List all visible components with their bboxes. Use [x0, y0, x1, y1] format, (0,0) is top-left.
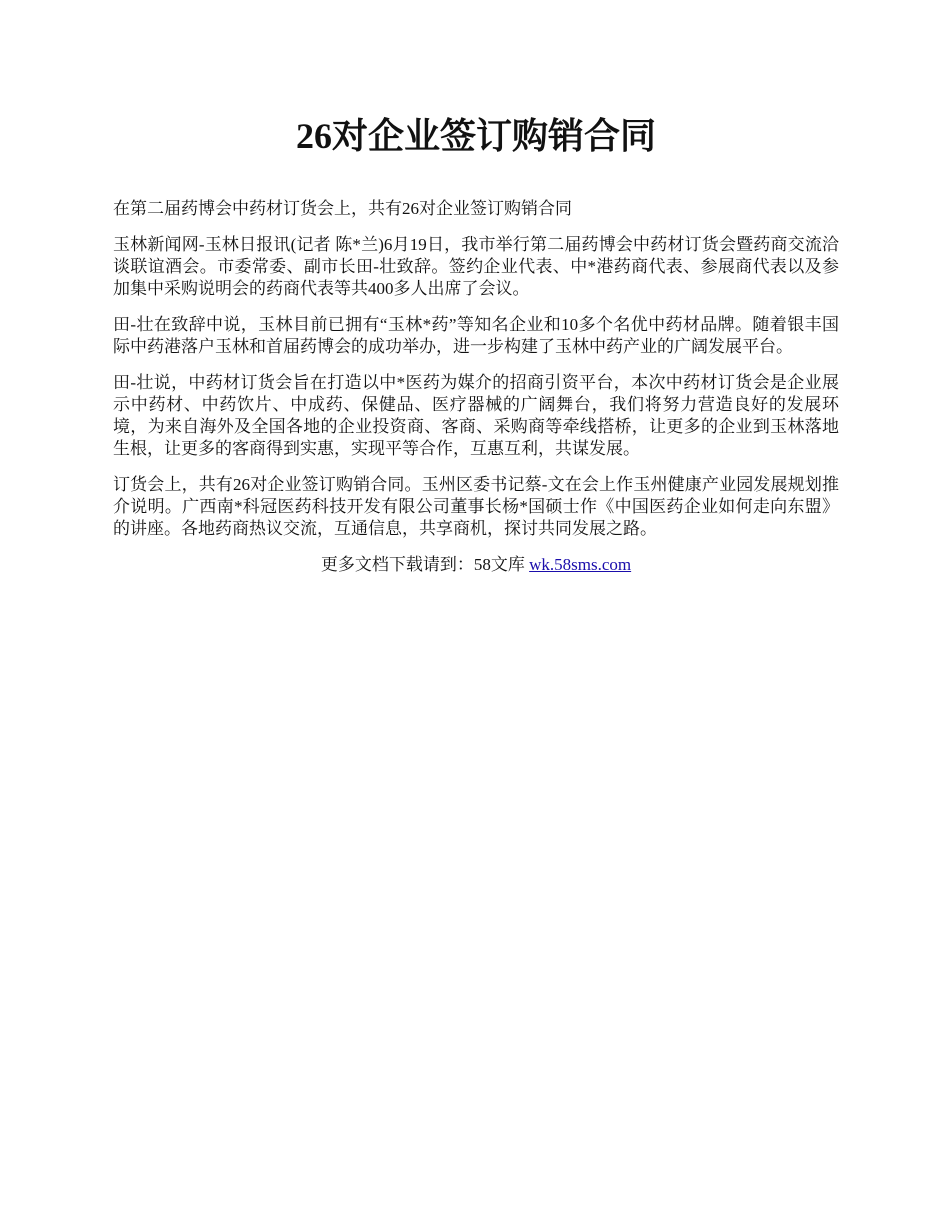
document-page: [113, 110, 839, 576]
paragraph-purpose: 田-壮说，中药材订货会旨在打造以中*医药为媒介的招商引资平台，本次中药材订货会是企业展示中药材、中药饮片、中成药、保健品、医疗器械的广阔舞台，我们将努力营造良好的发展环境，为来自海外及全国各地的企业投资商、客商、采购商等牵线搭桥，让更多的企业到玉林落地生根，让更多的客商得到实惠，实现平等合作，互惠互利，共谋发展。: [113, 373, 839, 458]
download-site-link[interactable]: wk.58sms.com: [529, 555, 632, 574]
download-footer: [113, 554, 839, 576]
document-title: 26对企业签订购销合同: [295, 116, 656, 156]
paragraph-lead: 在第二届药博会中药材订货会上，共有26对企业签订购销合同: [113, 199, 572, 218]
paragraph-speech: 田-壮在致辞中说，玉林目前已拥有“玉林*药”等知名企业和10多个名优中药材品牌。随着银丰国际中药港落户玉林和首届药博会的成功举办，进一步构建了玉林中药产业的广阔发展平台。: [113, 315, 839, 356]
paragraph-news-intro: 玉林新闻网-玉林日报讯(记者 陈*兰)6月19日，我市举行第二届药博会中药材订货会暨药商交流洽谈联谊酒会。市委常委、副市长田-壮致辞。签约企业代表、中*港药商代表、参展商代表以及参加集中采购说明会的药商代表等共400多人出席了会议。: [113, 235, 839, 298]
download-footer-text: 更多文档下载请到：58文库: [320, 555, 530, 574]
paragraph-contracts: 订货会上，共有26对企业签订购销合同。玉州区委书记蔡-文在会上作玉州健康产业园发展规划推介说明。广西南*科冠医药科技开发有限公司董事长杨*国硕士作《中国医药企业如何走向东盟》的讲座。各地药商热议交流，互通信息，共享商机，探讨共同发展之路。: [113, 475, 839, 538]
